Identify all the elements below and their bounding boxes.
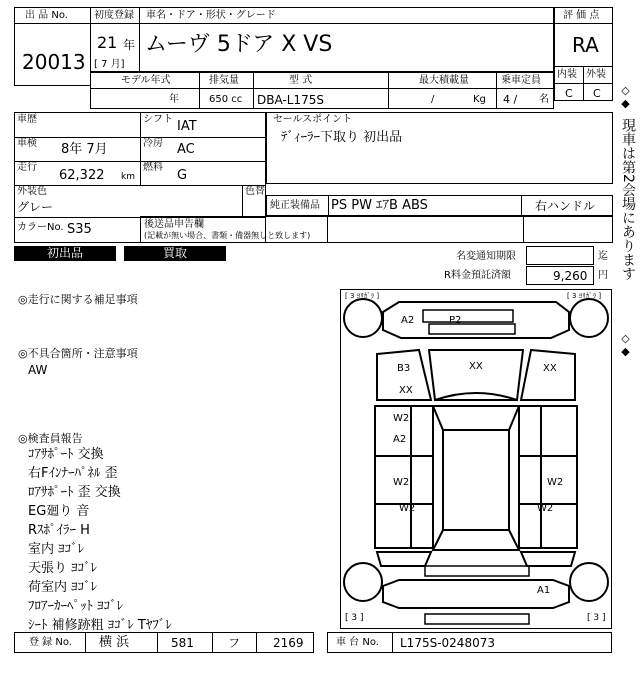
model-year-label: モデル年式 <box>121 75 171 86</box>
handle: 右ハンドル <box>535 199 596 213</box>
score-label: 評 価 点 <box>563 10 600 21</box>
defect-value: AW <box>28 363 48 377</box>
interior-grade: C <box>565 87 573 100</box>
ac-value: AC <box>177 142 195 157</box>
lot-number-box <box>14 7 91 86</box>
damage-mark: A2 <box>393 434 407 445</box>
color-value: グレー <box>17 200 54 214</box>
car-diagram <box>340 289 612 629</box>
mileage-label: 走行 <box>17 162 37 173</box>
damage-mark: W2 <box>393 477 410 488</box>
venue-notice: 現車は第2会場にあります <box>620 118 636 281</box>
equipment: PS PW ｴｱB ABS <box>331 198 428 213</box>
displacement-label: 排気量 <box>209 75 239 86</box>
inspector-item: 天張り ﾖｺﾞﾚ <box>28 561 98 576</box>
corner-label-bl: [ 3 ] <box>345 613 364 623</box>
inspection-value: 8年 7月 <box>61 142 108 157</box>
damage-mark: W2 <box>547 477 564 488</box>
reg-label: 登 録 No. <box>29 637 72 648</box>
inspector-item: ｺｱｻﾎﾟｰﾄ 交換 <box>28 447 104 462</box>
lot-number: 20013 <box>22 50 86 74</box>
exterior-grade: C <box>593 87 601 100</box>
inspector-item: 室内 ﾖｺﾞﾚ <box>28 542 85 557</box>
damage-mark: A2 <box>401 315 415 326</box>
sales-point-label: セールスポイント <box>273 114 353 125</box>
reg-number: 2169 <box>273 636 304 650</box>
capacity-label: 乗車定員 <box>501 75 541 86</box>
inspector-item: EG廻り 音 <box>28 504 90 519</box>
lot-label: 出 品 No. <box>25 10 68 21</box>
inspector-item: ﾌﾛｱｰｶｰﾍﾟｯﾄ ﾖｺﾞﾚ <box>28 599 124 614</box>
max-load-unit: Kg <box>473 94 486 105</box>
chassis-number: L175S-0248073 <box>400 636 495 650</box>
inspector-item: Rｽﾎﾟｲﾗｰ H <box>28 523 90 538</box>
equipment-box <box>266 195 613 216</box>
model-label: 型 式 <box>289 75 313 86</box>
max-load-label: 最大積載量 <box>419 75 469 86</box>
damage-mark: A1 <box>537 585 551 596</box>
interior-label: 内装 <box>557 69 577 80</box>
color-label: 外装色 <box>17 186 47 197</box>
corner-label-br: [ 3 ] <box>587 613 606 623</box>
color-no-label: カラーNo. <box>17 222 64 233</box>
capacity-unit: 名 <box>539 94 549 105</box>
shift-label: シフト <box>143 114 173 125</box>
reg-kana: フ <box>228 636 241 650</box>
displacement: 650 cc <box>209 94 243 105</box>
recycle-label: R料金預託済額 <box>444 270 511 281</box>
reg-year: 21 <box>97 33 118 52</box>
registration-box <box>14 632 314 653</box>
damage-mark: B3 <box>397 363 411 374</box>
reg-class: 581 <box>171 636 194 650</box>
chassis-box <box>327 632 612 653</box>
shift-value: IAT <box>177 119 197 134</box>
defect-label: ◎不具合箇所・注意事項 <box>18 347 138 360</box>
name-change-unit: 迄 <box>598 251 608 262</box>
car-outline-diagram <box>341 290 611 628</box>
recycle-unit: 円 <box>598 270 608 281</box>
car-name: ムーヴ 5ドア X VS <box>145 32 333 57</box>
damage-mark: W2 <box>537 503 554 514</box>
damage-mark: XX <box>399 385 413 396</box>
reg-month: [ 7 月] <box>94 59 125 70</box>
exterior-label: 外装 <box>586 69 606 80</box>
sales-point-box <box>266 112 613 184</box>
damage-mark: XX <box>469 361 483 372</box>
mileage-value: 62,322 <box>59 168 105 183</box>
name-change-label: 名変通知期限 <box>456 251 516 262</box>
first-listing-badge: 初出品 <box>14 246 116 261</box>
damage-mark: W2 <box>393 413 410 424</box>
mileage-unit: km <box>121 172 135 182</box>
corner-label-tr: [ 3 ﾖﾘｶﾞﾗ ] <box>567 292 602 300</box>
chassis-label: 車 台 No. <box>336 637 379 648</box>
reg-year-unit: 年 <box>123 38 136 52</box>
inspection-label: 車検 <box>17 138 37 149</box>
purchase-badge: 買取 <box>124 246 226 261</box>
inspector-item: 荷室内 ﾖｺﾞﾚ <box>28 580 98 595</box>
model-code: DBA-L175S <box>257 93 324 107</box>
max-load: / <box>431 94 435 105</box>
corner-label-tl: [ 3 ﾖﾘｶﾞﾗ ] <box>345 292 380 300</box>
first-reg-label: 初度登録 <box>94 10 134 21</box>
inspector-label: ◎検査員報告 <box>18 432 83 445</box>
postdoc-box <box>140 216 613 243</box>
car-name-label: 車名・ドア・形状・グレード <box>146 10 276 21</box>
diamond-bottom: ◇◆ <box>619 332 632 358</box>
reg-place: 横 浜 <box>99 635 130 650</box>
postdoc-label: 後送品申告欄 <box>144 219 204 230</box>
history-label: 車歴 <box>17 114 37 125</box>
capacity: 4 / <box>503 93 518 106</box>
fuel-value: G <box>177 168 188 183</box>
damage-mark: XX <box>543 363 557 374</box>
overall-score: RA <box>572 33 599 57</box>
model-year-unit: 年 <box>169 94 179 105</box>
postdoc-note: (記載が無い場合、書類・備器無しと致します) <box>144 231 311 240</box>
recycle-value: 9,260 <box>553 269 588 283</box>
inspector-item: ﾛｱｻﾎﾟｰﾄ 歪 交換 <box>28 485 121 500</box>
diamond-top: ◇◆ <box>619 84 632 110</box>
recycle-box <box>526 266 594 285</box>
driving-remarks-label: ◎走行に関する補足事項 <box>18 293 138 306</box>
inspector-item: 右Fｲﾝﾅｰﾊﾟﾈﾙ 歪 <box>28 466 118 481</box>
sales-point: ﾃﾞｨｰﾗｰ下取り 初出品 <box>281 130 403 145</box>
spec-row <box>90 72 554 109</box>
inspector-item: ｼｰﾄ 補修跡粗 ﾖｺﾞﾚ Tﾔﾌﾞﾚ <box>28 618 172 633</box>
ac-label: 冷房 <box>143 138 163 149</box>
fuel-label: 燃料 <box>143 162 163 173</box>
damage-mark: W2 <box>399 503 416 514</box>
equipment-label: 純正装備品 <box>270 200 320 211</box>
car-name-box <box>90 7 554 72</box>
name-change-box <box>526 246 594 265</box>
score-box <box>554 7 613 101</box>
damage-mark: P2 <box>449 315 462 326</box>
color-no-value: S35 <box>67 222 92 237</box>
color-change-label: 色替 <box>245 186 265 197</box>
